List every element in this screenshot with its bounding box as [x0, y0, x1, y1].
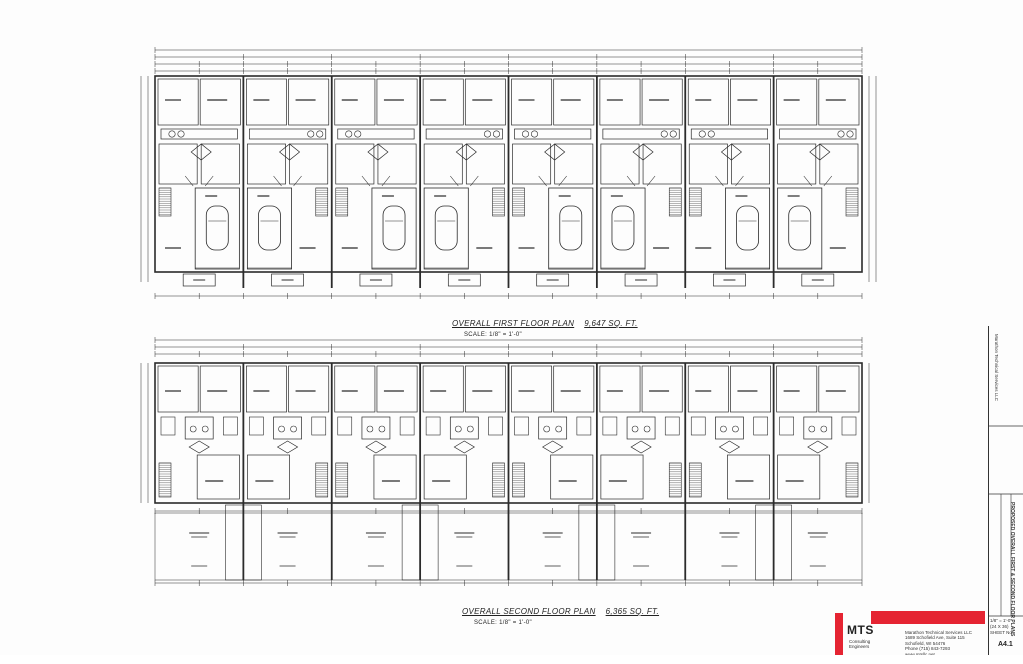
kitchen-counter: [780, 129, 856, 139]
garage: [725, 188, 769, 269]
car: [383, 206, 405, 250]
car: [737, 206, 759, 250]
room: [423, 79, 463, 125]
second-floor-title-text: OVERALL SECOND FLOOR PLAN: [462, 607, 596, 616]
room: [377, 79, 417, 125]
fixture: [670, 131, 676, 137]
kitchen-counter: [691, 129, 767, 139]
hall: [543, 441, 563, 453]
room: [555, 144, 593, 184]
room: [290, 144, 328, 184]
scale-box: [990, 618, 1023, 636]
master-bedroom: [374, 455, 416, 499]
title-block-drawing-title: PROPOSED OVERALL FIRST & SECOND FLOOR PLANS: [1009, 502, 1015, 637]
door-swing: [274, 176, 282, 186]
closet: [691, 417, 705, 435]
room: [247, 144, 285, 184]
hall: [631, 441, 651, 453]
bedroom: [377, 366, 417, 412]
fixture: [493, 131, 499, 137]
stair: [493, 188, 505, 216]
fixture: [367, 426, 373, 432]
garage: [549, 188, 593, 269]
closet: [603, 417, 617, 435]
logo-tagline-2: Engineers: [849, 644, 870, 649]
stair: [846, 188, 858, 216]
room: [643, 144, 681, 184]
kitchen-counter: [515, 129, 591, 139]
closet: [780, 417, 794, 435]
fixture: [169, 131, 175, 137]
fixture: [661, 131, 667, 137]
logo-tagline: [849, 639, 870, 649]
closet: [312, 417, 326, 435]
first-floor-scale: SCALE: 1/8" = 1'-0": [464, 332, 522, 338]
closet: [249, 417, 263, 435]
hall: [719, 441, 739, 453]
fixture: [708, 131, 714, 137]
bedroom: [777, 366, 817, 412]
room: [200, 79, 240, 125]
door-swing: [804, 176, 812, 186]
room: [378, 144, 416, 184]
fixture: [379, 426, 385, 432]
stair: [159, 463, 171, 497]
room: [820, 144, 858, 184]
sheet-number: A4.1: [998, 641, 1013, 648]
hall: [366, 441, 386, 453]
garage: [195, 188, 239, 269]
fixture: [847, 131, 853, 137]
stair: [316, 463, 328, 497]
bath: [274, 417, 302, 439]
fixture: [556, 426, 562, 432]
sheet-size: (24 X 36): [990, 624, 1009, 629]
scale-value: 1/8" = 1'-0": [990, 618, 1012, 623]
door-swing: [559, 176, 567, 186]
room: [642, 79, 682, 125]
fixture: [467, 426, 473, 432]
stair: [513, 188, 525, 216]
fixture: [720, 426, 726, 432]
fixture: [317, 131, 323, 137]
closet: [426, 417, 440, 435]
first-floor-plan: [141, 47, 876, 299]
logo-phone: Phone (715) 843-7293: [905, 646, 951, 652]
bedroom: [688, 366, 728, 412]
closet: [754, 417, 768, 435]
logo-tagline-1: Consulting: [849, 639, 871, 644]
room: [466, 144, 504, 184]
bedroom: [335, 366, 375, 412]
door-swing: [450, 176, 458, 186]
stair: [159, 188, 171, 216]
stair: [316, 188, 328, 216]
door-swing: [647, 176, 655, 186]
stair: [493, 463, 505, 497]
room: [336, 144, 374, 184]
garage: [601, 188, 645, 269]
kitchen-counter: [603, 129, 679, 139]
car: [789, 206, 811, 250]
room: [335, 79, 375, 125]
bedroom: [512, 366, 552, 412]
hall: [189, 441, 209, 453]
fixture: [202, 426, 208, 432]
fixture: [838, 131, 844, 137]
bedroom: [642, 366, 682, 412]
door-swing: [735, 176, 743, 186]
first-floor-title-text: OVERALL FIRST FLOOR PLAN: [452, 319, 575, 328]
room: [688, 79, 728, 125]
kitchen-counter: [426, 129, 502, 139]
fixture: [732, 426, 738, 432]
logo-company: Marathon Technical Services LLC: [905, 630, 972, 635]
closet: [515, 417, 529, 435]
door-swing: [185, 176, 193, 186]
garage: [372, 188, 416, 269]
closet: [338, 417, 352, 435]
bedroom: [600, 366, 640, 412]
second-floor-plan: [141, 337, 869, 586]
door-swing: [627, 176, 635, 186]
fixture: [531, 131, 537, 137]
bath: [539, 417, 567, 439]
logo-red-side: [835, 613, 843, 655]
room: [246, 79, 286, 125]
room: [777, 79, 817, 125]
bedroom: [158, 366, 198, 412]
sheet-label: SHEET No.: [990, 630, 1014, 635]
logo-address-1: 1689 Schofield Ave, Suite 115: [905, 635, 965, 641]
closet: [489, 417, 503, 435]
fixture: [544, 426, 550, 432]
fixture: [809, 426, 815, 432]
bedroom: [200, 366, 240, 412]
kitchen-counter: [249, 129, 325, 139]
room: [601, 144, 639, 184]
bath: [715, 417, 743, 439]
room: [554, 79, 594, 125]
bedroom: [819, 366, 859, 412]
car: [206, 206, 228, 250]
room: [159, 144, 197, 184]
second-floor-area: 6,365 SQ. FT.: [605, 607, 660, 616]
second-floor-scale: SCALE: 1/8" = 1'-0": [474, 620, 532, 626]
hall: [278, 441, 298, 453]
stair: [689, 188, 701, 216]
garage: [247, 188, 291, 269]
room: [512, 79, 552, 125]
room: [465, 79, 505, 125]
hall: [454, 441, 474, 453]
closet: [400, 417, 414, 435]
room: [689, 144, 727, 184]
bedroom: [289, 366, 329, 412]
door-swing: [205, 176, 213, 186]
fixture: [644, 426, 650, 432]
fixture: [484, 131, 490, 137]
closet: [223, 417, 237, 435]
door-swing: [362, 176, 370, 186]
master-bedroom: [551, 455, 593, 499]
logo-address-2: Schofield, WI 54476: [905, 640, 946, 646]
fixture: [346, 131, 352, 137]
bedroom: [465, 366, 505, 412]
fixture: [178, 131, 184, 137]
stair: [669, 188, 681, 216]
fixture: [291, 426, 297, 432]
fixture: [355, 131, 361, 137]
car: [612, 206, 634, 250]
room: [819, 79, 859, 125]
stair: [336, 188, 348, 216]
door-swing: [539, 176, 547, 186]
car: [258, 206, 280, 250]
mts-logo: [835, 611, 987, 656]
closet: [577, 417, 591, 435]
second-floor-title: [462, 601, 659, 626]
master-bedroom: [424, 455, 466, 499]
door-swing: [470, 176, 478, 186]
room: [513, 144, 551, 184]
garage: [778, 188, 822, 269]
room: [158, 79, 198, 125]
logo-address: [905, 630, 972, 657]
room: [289, 79, 329, 125]
bedroom: [246, 366, 286, 412]
bath: [185, 417, 213, 439]
bedroom: [730, 366, 770, 412]
stair: [689, 463, 701, 497]
stair: [669, 463, 681, 497]
master-bedroom: [778, 455, 820, 499]
first-floor-title: [452, 313, 638, 338]
logo-red-bar: [871, 611, 985, 624]
fixture: [308, 131, 314, 137]
master-bedroom: [727, 455, 769, 499]
door-swing: [294, 176, 302, 186]
stair: [513, 463, 525, 497]
title-block: [988, 326, 1023, 656]
closet: [842, 417, 856, 435]
door-swing: [382, 176, 390, 186]
fixture: [455, 426, 461, 432]
logo-abbr: MTS: [847, 623, 874, 637]
stair: [846, 463, 858, 497]
door-swing: [715, 176, 723, 186]
fixture: [190, 426, 196, 432]
fixture: [821, 426, 827, 432]
master-bedroom: [197, 455, 239, 499]
closet: [665, 417, 679, 435]
bedroom: [554, 366, 594, 412]
room: [731, 144, 769, 184]
room: [424, 144, 462, 184]
room: [778, 144, 816, 184]
bedroom: [423, 366, 463, 412]
bath: [450, 417, 478, 439]
kitchen-counter: [338, 129, 414, 139]
door-swing: [824, 176, 832, 186]
closet: [161, 417, 175, 435]
first-floor-area: 9,647 SQ. FT.: [584, 319, 638, 328]
fixture: [279, 426, 285, 432]
fixture: [699, 131, 705, 137]
stair: [336, 463, 348, 497]
hall: [808, 441, 828, 453]
bath: [804, 417, 832, 439]
room: [201, 144, 239, 184]
car: [435, 206, 457, 250]
car: [560, 206, 582, 250]
bath: [362, 417, 390, 439]
bath: [627, 417, 655, 439]
master-bedroom: [247, 455, 289, 499]
fixture: [522, 131, 528, 137]
page-edge: [0, 655, 1023, 664]
garage: [424, 188, 468, 269]
room: [600, 79, 640, 125]
kitchen-counter: [161, 129, 237, 139]
fixture: [632, 426, 638, 432]
room: [730, 79, 770, 125]
title-block-company: Marathon Technical Services LLC: [994, 334, 999, 401]
master-bedroom: [601, 455, 643, 499]
